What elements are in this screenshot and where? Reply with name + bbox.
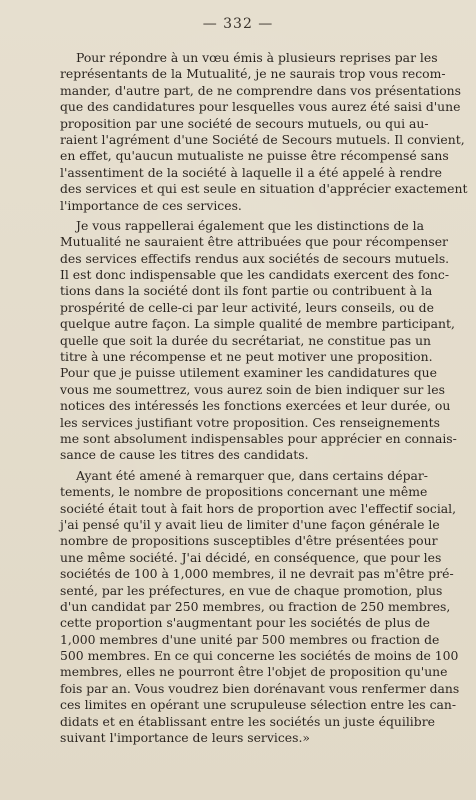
text-line: Je vous rappellerai également que les distinctions de la xyxy=(76,217,425,233)
text-line: société était tout à fait hors de proportion avec l'effectif social, xyxy=(60,500,457,516)
text-line: Pour que je puisse utilement examiner les candidatures que xyxy=(60,365,437,381)
text-line: fois par an. Vous voudrez bien dorénavant vous renfermer dans xyxy=(60,680,460,696)
text-line: raient l'agrément d'une Société de Secours mutuels. Il convient, xyxy=(60,131,465,147)
body-text xyxy=(60,50,468,746)
page-number: — 332 — xyxy=(202,16,274,32)
text-line: suivant l'importance de leurs services.» xyxy=(60,730,310,746)
text-line: j'ai pensé qu'il y avait lieu de limiter d'une façon générale le xyxy=(60,516,440,532)
text-line: titre à une récompense et ne peut motiver une proposition. xyxy=(60,349,433,365)
text-line: des services effectifs rendus aux sociétés de secours mutuels. xyxy=(60,250,450,266)
text-line: quelle que soit la durée du secrétariat, ne constitue pas un xyxy=(60,332,432,348)
text-line: nombre de propositions susceptibles d'être présentées pour xyxy=(60,533,438,549)
text-line: sociétés de 100 à 1,000 membres, il ne devrait pas m'être pré- xyxy=(60,566,454,582)
text-line: l'assentiment de la société à laquelle il a été appelé à rendre xyxy=(60,164,442,180)
text-line: tements, le nombre de propositions concernant une même xyxy=(60,484,428,500)
text-line: senté, par les préfectures, en vue de chaque promotion, plus xyxy=(60,582,443,598)
text-line: que des candidatures pour lesquelles vous aurez été saisi d'une xyxy=(60,99,461,115)
text-line: mander, d'autre part, de ne comprendre dans vos présentations xyxy=(60,82,462,98)
text-line: tions dans la société dont ils font partie ou contribuent à la xyxy=(60,283,433,299)
text-line: proposition par une société de secours mutuels, ou qui au- xyxy=(60,115,429,131)
paragraph-3 xyxy=(60,467,460,747)
text-line: l'importance de ces services. xyxy=(60,197,242,213)
text-line: 1,000 membres d'une unité par 500 membres ou fraction de xyxy=(60,631,440,647)
paragraph-1 xyxy=(60,50,468,214)
paragraph-2 xyxy=(60,217,457,464)
text-line: représentants de la Mutualité, je ne saurais trop vous recom- xyxy=(60,66,446,82)
text-line: Mutualité ne sauraient être attribuées que pour récompenser xyxy=(60,234,448,250)
text-line: ces limites en opérant une scrupuleuse sélection entre les can- xyxy=(60,697,457,713)
text-line: 500 membres. En ce qui concerne les sociétés de moins de 100 xyxy=(60,648,459,664)
text-line: Il est donc indispensable que les candidats exercent des fonc- xyxy=(60,267,450,283)
text-line: vous me soumettrez, vous aurez soin de bien indiquer sur les xyxy=(60,381,445,397)
text-line: didats et en établissant entre les sociétés un juste équilibre xyxy=(60,713,435,729)
text-line: me sont absolument indispensables pour apprécier en connais- xyxy=(60,430,457,446)
text-line: prospérité de celle-ci par leur activité, leurs conseils, ou de xyxy=(60,299,434,315)
text-line: en effet, qu'aucun mutualiste ne puisse être récompensé sans xyxy=(60,148,449,164)
text-line: une même société. J'ai décidé, en conséquence, que pour les xyxy=(60,549,442,565)
text-line: les services justifiant votre proposition. Ces renseignements xyxy=(60,414,440,430)
text-line: quelque autre façon. La simple qualité de membre participant, xyxy=(60,316,455,332)
text-line: Ayant été amené à remarquer que, dans certains dépar- xyxy=(76,467,428,483)
text-line: sance de cause les titres des candidats. xyxy=(60,447,309,463)
text-line: d'un candidat par 250 membres, ou fraction de 250 membres, xyxy=(60,598,451,614)
text-line: notices des intéressés les fonctions exercées et leur durée, ou xyxy=(60,398,451,414)
text-line: Pour répondre à un vœu émis à plusieurs reprises par les xyxy=(76,50,438,65)
text-line: des services et qui est seule en situation d'apprécier exactement xyxy=(60,181,468,197)
text-line: cette proportion s'augmentant pour les sociétés de plus de xyxy=(60,615,430,631)
text-line: membres, elles ne pourront être l'objet de proposition qu'une xyxy=(60,664,448,680)
